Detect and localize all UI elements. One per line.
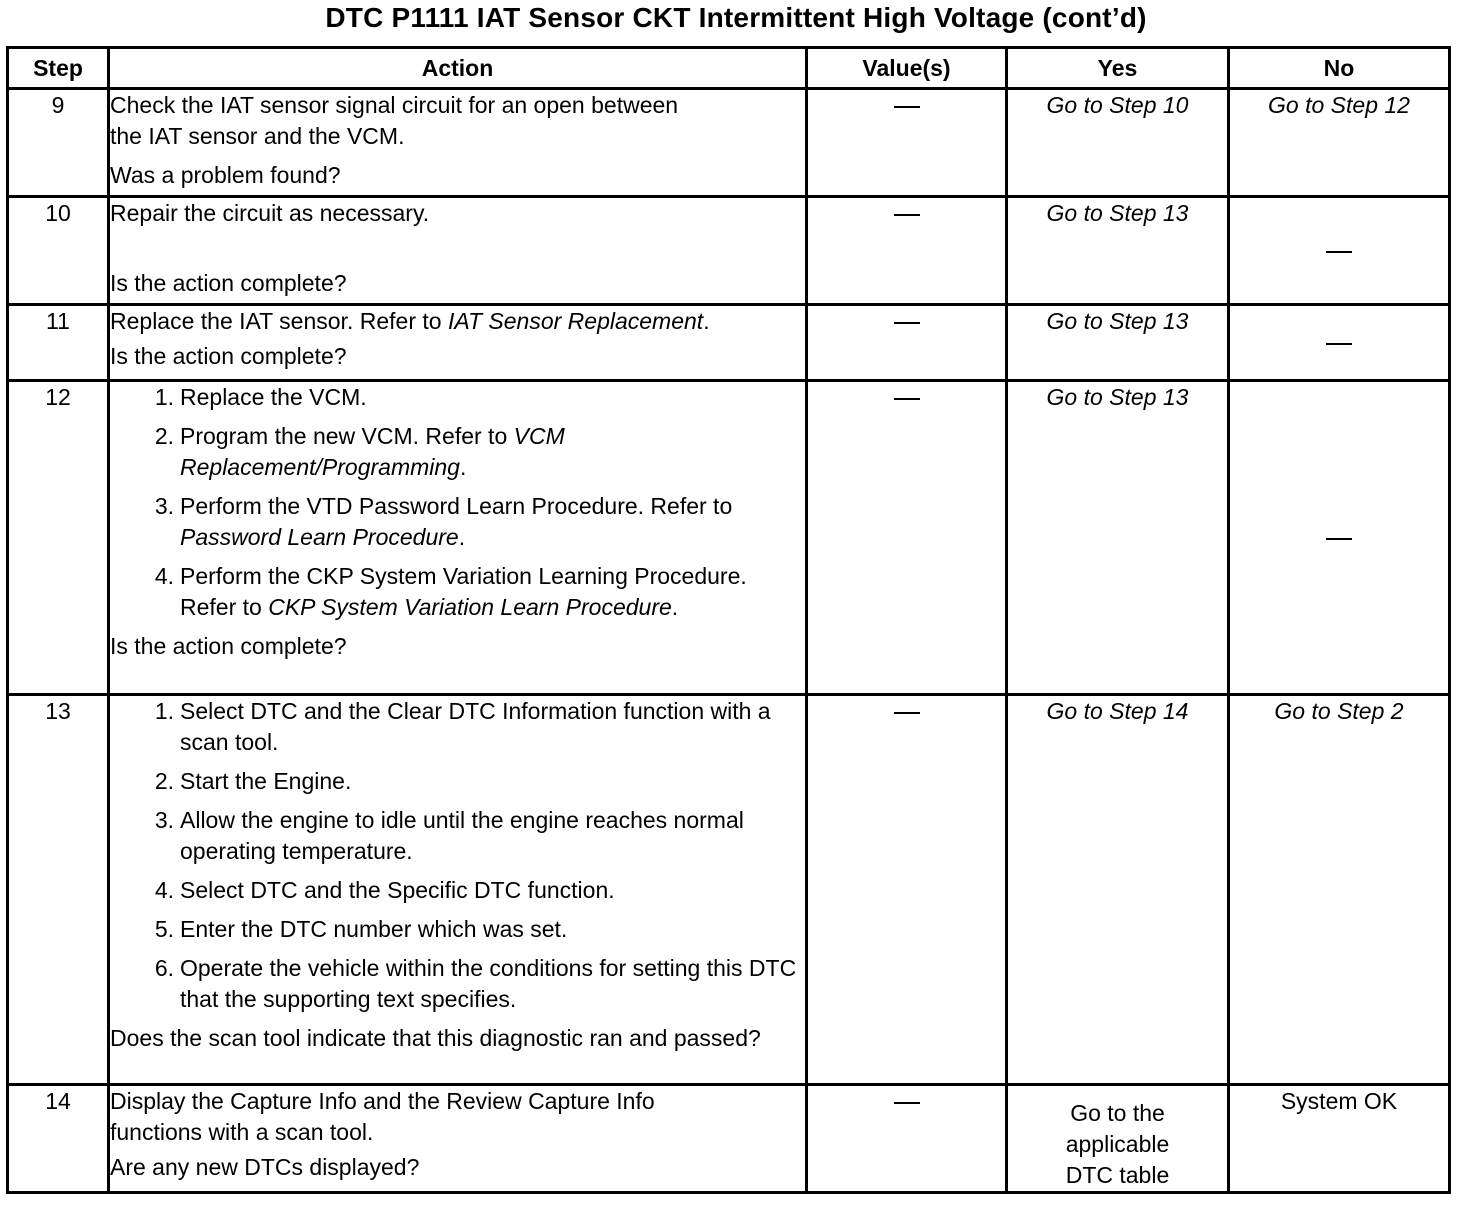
- dash-mark: [894, 214, 920, 216]
- action-text: the IAT sensor and the VCM.: [110, 123, 405, 149]
- header-step: Step: [8, 48, 109, 89]
- value-cell: [807, 1085, 1007, 1193]
- action-text: Display the Capture Info and the Review Capture Info: [110, 1088, 655, 1114]
- header-no: No: [1229, 48, 1450, 89]
- step-number: 10: [8, 197, 109, 305]
- dash-mark: [1326, 251, 1352, 253]
- list-item: 4. Select DTC and the Specific DTC function.: [154, 877, 615, 903]
- table-row-step-13: [8, 695, 1450, 1085]
- yes-cell: [1007, 695, 1229, 1085]
- action-cell: [109, 695, 807, 1085]
- step-number: 12: [8, 381, 109, 695]
- action-cell: [109, 89, 807, 197]
- goto-link[interactable]: Go to Step 14: [1046, 698, 1189, 724]
- goto-link[interactable]: Go to Step 13: [1046, 200, 1189, 226]
- no-cell: [1229, 89, 1450, 197]
- action-text: Check the IAT sensor signal circuit for an open between: [110, 92, 679, 118]
- no-cell: [1229, 1085, 1450, 1193]
- action-text: Replace the IAT sensor. Refer to IAT Sensor Replacement.: [110, 308, 710, 334]
- action-question: Are any new DTCs displayed?: [110, 1154, 420, 1180]
- action-question: Is the action complete?: [110, 270, 347, 296]
- yes-cell: [1007, 305, 1229, 381]
- list-item: 1. Select DTC and the Clear DTC Information function with a scan tool.: [154, 698, 771, 755]
- table-row-step-9: [8, 89, 1450, 197]
- action-text: functions with a scan tool.: [110, 1119, 374, 1145]
- header-values: Value(s): [807, 48, 1007, 89]
- value-cell: [807, 695, 1007, 1085]
- page-title: DTC P1111 IAT Sensor CKT Intermittent High Voltage (cont’d): [325, 2, 1147, 33]
- dash-mark: [1326, 538, 1352, 540]
- list-item: 2. Program the new VCM. Refer to VCM Replacement/Programming.: [154, 423, 565, 480]
- action-cell: [109, 381, 807, 695]
- list-item: 1. Replace the VCM.: [154, 384, 367, 410]
- goto-link[interactable]: Go to Step 13: [1046, 308, 1189, 334]
- action-question: Was a problem found?: [110, 162, 341, 188]
- action-question: Is the action complete?: [110, 343, 347, 369]
- goto-link[interactable]: Go to Step 10: [1046, 92, 1189, 118]
- diagnostic-table: [6, 46, 1451, 1194]
- dash-mark: [894, 712, 920, 714]
- no-cell: [1229, 695, 1450, 1085]
- no-cell: [1229, 381, 1450, 695]
- step-number: 11: [8, 305, 109, 381]
- list-item: 5. Enter the DTC number which was set.: [154, 916, 568, 942]
- header-yes: Yes: [1007, 48, 1229, 89]
- action-text: Repair the circuit as necessary.: [110, 200, 430, 226]
- table-row-step-11: [8, 305, 1450, 381]
- yes-text: applicable: [1065, 1131, 1170, 1157]
- list-item: 6. Operate the vehicle within the conditions for setting this DTC that the supporting text specifies.: [154, 955, 797, 1012]
- goto-link[interactable]: Go to Step 12: [1268, 92, 1410, 118]
- no-cell: [1229, 197, 1450, 305]
- no-text: System OK: [1280, 1088, 1398, 1114]
- value-cell: [807, 89, 1007, 197]
- reference-link[interactable]: IAT Sensor Replacement: [447, 308, 704, 334]
- reference-link[interactable]: Password Learn Procedure: [180, 524, 459, 550]
- reference-link[interactable]: CKP System Variation Learn Procedure: [268, 594, 672, 620]
- list-item: 4. Perform the CKP System Variation Learning Procedure. Refer to CKP System Variation Learn Procedure.: [154, 563, 747, 620]
- no-cell: [1229, 305, 1450, 381]
- dash-mark: [894, 322, 920, 324]
- goto-link[interactable]: Go to Step 13: [1046, 384, 1189, 410]
- list-item: 3. Perform the VTD Password Learn Procedure. Refer to Password Learn Procedure.: [154, 493, 733, 550]
- action-cell: [109, 1085, 807, 1193]
- procedure-list: [110, 382, 805, 623]
- dash-mark: [894, 398, 920, 400]
- yes-cell: [1007, 197, 1229, 305]
- step-number: 9: [8, 89, 109, 197]
- action-question: Does the scan tool indicate that this diagnostic ran and passed?: [110, 1025, 761, 1051]
- value-cell: [807, 381, 1007, 695]
- yes-cell: [1007, 89, 1229, 197]
- table-row-step-14: [8, 1085, 1450, 1193]
- action-cell: [109, 197, 807, 305]
- dash-mark: [1326, 343, 1352, 345]
- value-cell: [807, 305, 1007, 381]
- action-question: Is the action complete?: [110, 633, 347, 659]
- procedure-list: [110, 696, 805, 1015]
- yes-cell: [1007, 381, 1229, 695]
- list-item: 3. Allow the engine to idle until the engine reaches normal operating temperature.: [154, 807, 744, 864]
- table-row-step-10: [8, 197, 1450, 305]
- value-cell: [807, 197, 1007, 305]
- header-action: Action: [109, 48, 807, 89]
- yes-text: Go to the: [1070, 1100, 1165, 1126]
- goto-link[interactable]: Go to Step 2: [1274, 698, 1404, 724]
- yes-text: DTC table: [1065, 1162, 1170, 1188]
- dash-mark: [894, 106, 920, 108]
- action-cell: [109, 305, 807, 381]
- reference-link[interactable]: VCM Replacement/Programming: [180, 423, 565, 480]
- header-row: [8, 48, 1450, 89]
- step-number: 14: [8, 1085, 109, 1193]
- yes-cell: [1007, 1085, 1229, 1193]
- list-item: 2. Start the Engine.: [154, 768, 352, 794]
- step-number: 13: [8, 695, 109, 1085]
- dash-mark: [894, 1102, 920, 1104]
- table-row-step-12: [8, 381, 1450, 695]
